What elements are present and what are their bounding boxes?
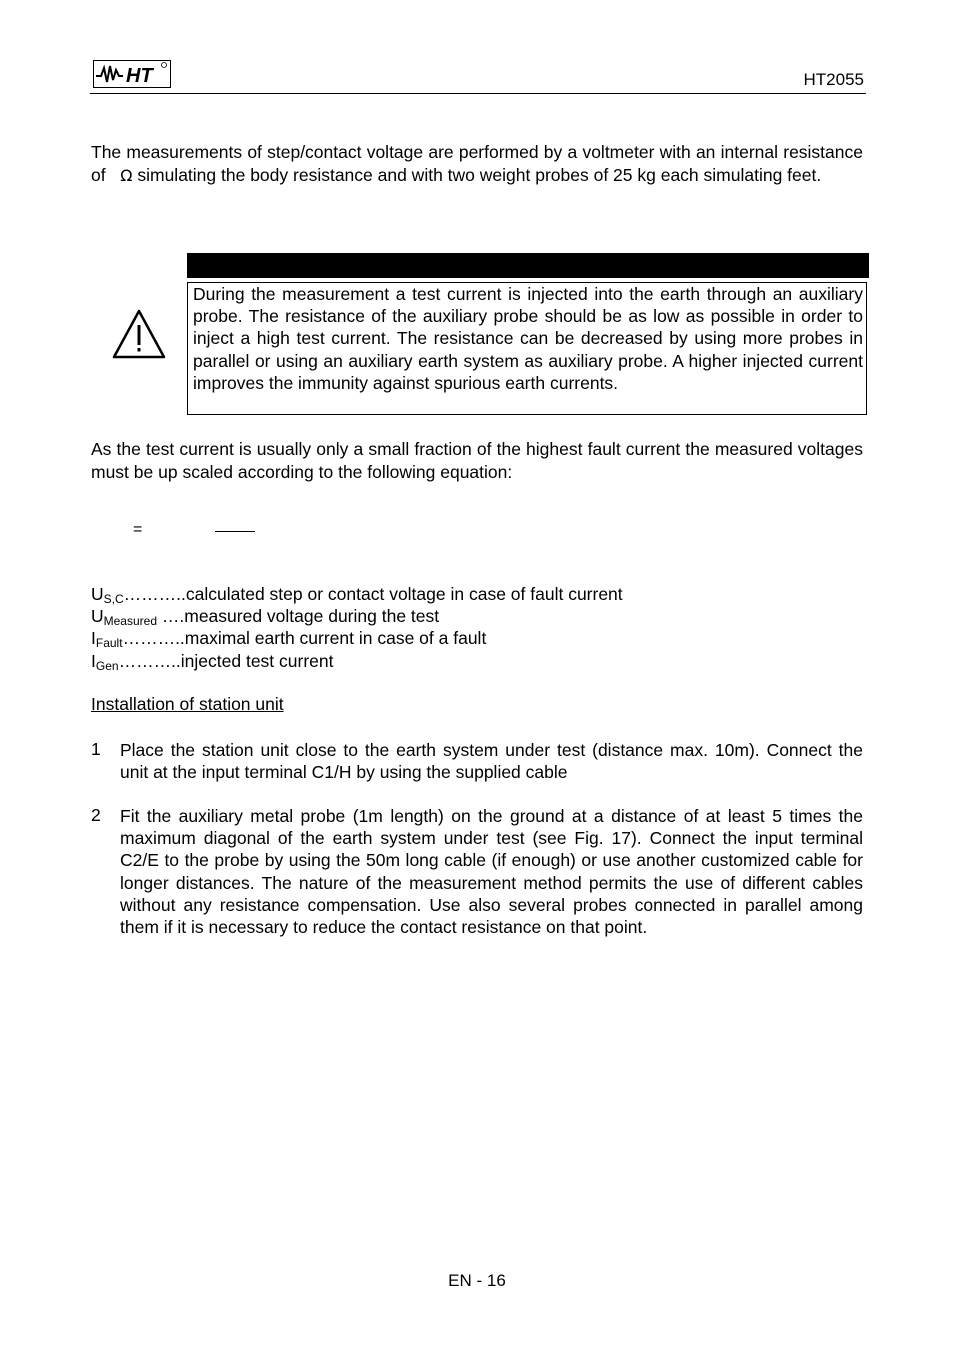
definition-item: $I_{Gen}\dots\dots\dots..injected$ test current	[91, 651, 334, 673]
logo-text: HT	[126, 65, 153, 87]
omega-symbol: Ω	[120, 165, 133, 185]
page-number: EN - 16	[448, 1271, 506, 1290]
warning-triangle-icon	[111, 308, 167, 360]
definition-item: $U_{Measured}$ ….measured voltage during the test	[91, 606, 440, 628]
intro-text-2: simulating the body resistance and with two weight probes of 25 kg each simulating feet.	[137, 164, 822, 185]
step-number: 1	[91, 739, 101, 759]
equation-equals: =	[133, 521, 143, 538]
step-number: 2	[91, 805, 101, 825]
warning-header-bar	[187, 253, 869, 278]
definition-item: $U_{S,C}\dots\dots\dots..calculated$ step or contact voltage in case of fault current	[91, 584, 623, 606]
scaling-paragraph: As the test current is usually only a small fraction of the highest fault current the measured voltages must be up scaled according to the following equation:	[91, 439, 863, 482]
definition-item: $I_{Fault}\dots\dots\dots..maximal$ earth current in case of a fault	[91, 628, 487, 650]
intro-text-1: The measurements of step/contact voltage are performed by a voltmeter with an internal resistance of	[91, 142, 863, 185]
installation-heading: Installation of station unit	[91, 694, 284, 714]
step-text: Fit the auxiliary metal probe (1m length) on the ground at a distance of at least 5 times the maximum diagonal of the earth system under test (see Fig. 17). Connect the input terminal C2/E to the probe by using the 50m long cable (if enough) or use another customized cable for longer distances. The nature of the measurement method permits the use of different cables without any resistance compensation. Use also several probes connected in parallel among them if it is necessary to reduce the contact resistance on that point.	[120, 806, 863, 938]
ht-logo	[93, 60, 171, 88]
step-text: Place the station unit close to the earth system under test (distance max. 10m). Connect the unit at the input terminal C1/H by using the supplied cable	[120, 740, 863, 783]
intro-paragraph	[91, 141, 863, 187]
header-divider	[90, 93, 866, 94]
warning-text: During the measurement a test current is injected into the earth through an auxiliary probe. The resistance of the auxiliary probe should be as low as possible in order to inject a high test current. The resistance can be decreased by using more probes in parallel or using an auxiliary earth system as auxiliary probe. A higher injected current improves the immunity against spurious earth currents.	[193, 284, 863, 393]
equation-fraction-bar	[215, 531, 255, 532]
model-name: HT2055	[803, 70, 864, 89]
